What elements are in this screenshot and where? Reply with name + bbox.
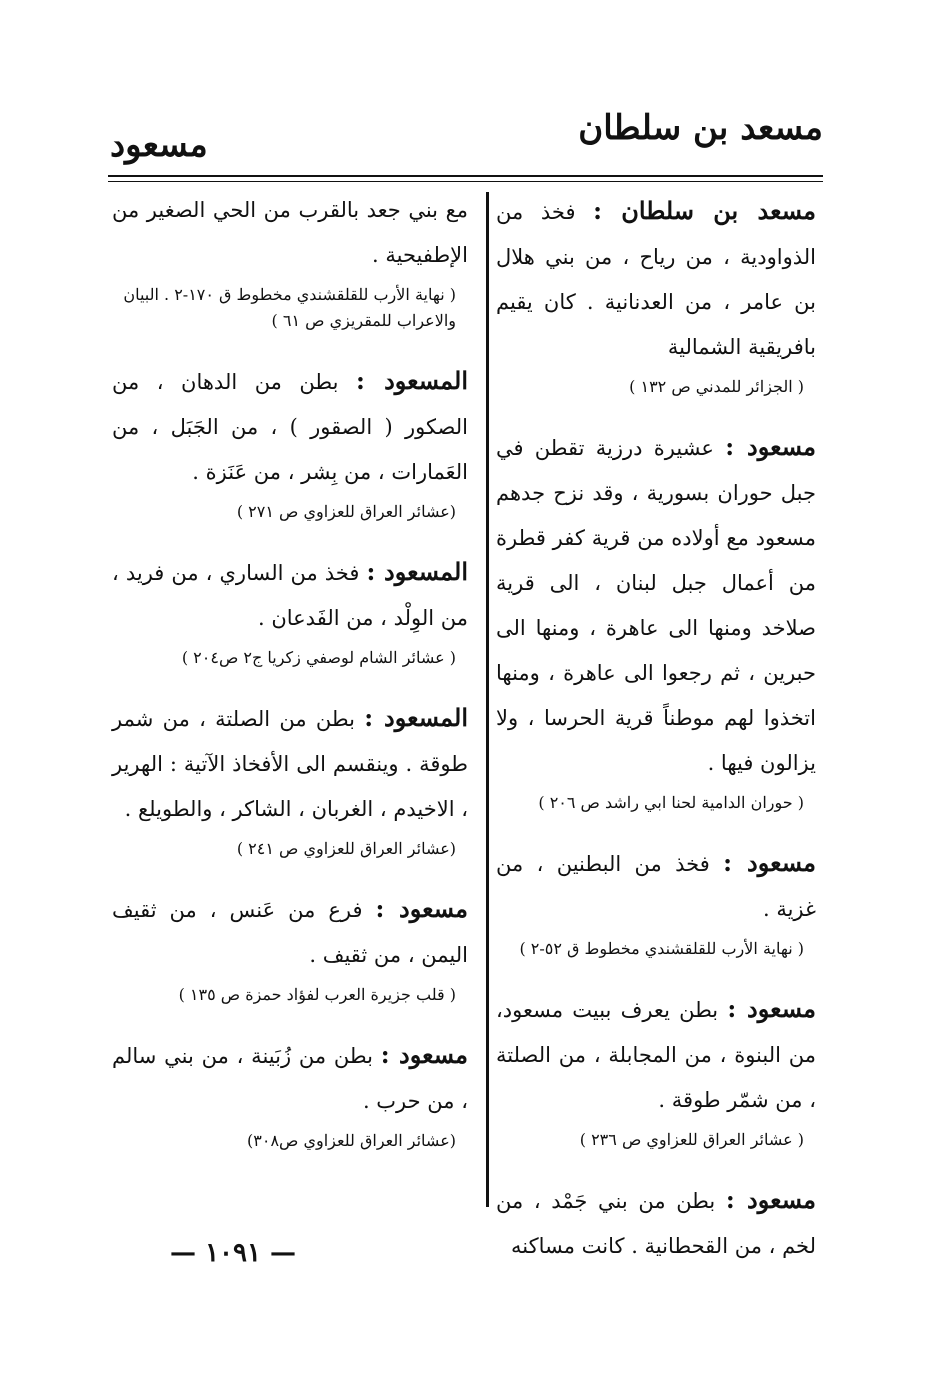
entry-headword: مسعود : [375, 894, 468, 923]
entry-headword: المسعود : [364, 703, 468, 732]
entry-text [112, 1032, 468, 1124]
entry-source: ( عشائر العراق للعزاوي ص ٢٣٦ ) [579, 1130, 804, 1149]
entry-text [496, 188, 816, 370]
entry-definition: بطن يعرف ببيت مسعود، من البنوة ، من المجابلة ، من الصلتة ، من شمّر طوقة . [496, 998, 816, 1112]
entry-definition: بطن من الصلتة ، من شمر طوقة . وينقسم الى الأفخاذ الآتية : الهرير ، الاخيدم ، الغربان ، الشاكر ، والطويلع . [112, 707, 468, 821]
entry-definition: بطن من زُبَينة ، من بني سالم ، من حرب . [112, 1044, 468, 1113]
entry-definition: مع بني جعد بالقرب من الحي الصغير من الإطفيحية . [112, 198, 468, 267]
entry-source: (عشائر العراق للعزاوي ص ٢٧١ ) [236, 502, 456, 521]
entry-headword: المسعود : [366, 557, 468, 586]
entry [496, 840, 816, 962]
entry-headword: مسعود : [725, 432, 816, 461]
entry-definition: فخذ من الساري ، من فريد ، من الوِلْد ، من الفَدعان . [112, 561, 468, 630]
entry-text [496, 986, 816, 1123]
entry-text [496, 1177, 816, 1269]
entry [496, 986, 816, 1153]
entry-text [496, 840, 816, 932]
entry-definition: بطن من الدهان ، من الصكور ( الصقور ) ، من الجَبَل ، من العَمارات ، من بِشر ، من عَنَزة . [112, 370, 468, 484]
entry-text [496, 424, 816, 786]
entry-source: ( نهاية الأرب للقلقشندي مخطوط ق ٥٢-٢ ) [519, 939, 804, 958]
entry [112, 886, 468, 1008]
entry-text [112, 188, 468, 278]
entry [112, 695, 468, 862]
entry-source: (عشائر العراق للعزاوي ص ٢٤١ ) [236, 839, 456, 858]
entry-text [112, 358, 468, 495]
entry-definition: عشيرة درزية تقطن في جبل حوران بسورية ، وقد نزح جدهم مسعود مع أولاده من قرية كفر قطرة من أعمال جبل لبنان ، الى قرية صلاخد ومنها الى عاهرة ، ومنها الى حبرين ، ثم رجعوا الى عاهرة ، ومنها اتخذوا لهم موطناً قرية الحرسا ، ولا يزالون فيها . [496, 436, 816, 775]
entry-headword: مسعد بن سلطان : [593, 196, 816, 225]
entry-text [112, 549, 468, 641]
right-column [486, 188, 824, 1293]
entry-headword: مسعود : [723, 848, 816, 877]
entry-definition: فرع من عَنس ، من ثقيف اليمن ، من ثقيف . [112, 898, 468, 967]
page-number: — ١٠٩١ — [170, 1238, 296, 1268]
entry [112, 1032, 468, 1154]
entry-definition: فخذ من الذواودية ، من رياح ، من بني هلال بن عامر ، من العدنانية . كان يقيم بافريقية الشمالية [496, 200, 816, 359]
entry [112, 188, 468, 334]
entry-headword: مسعود : [727, 994, 816, 1023]
entry-source: ( الجزائر للمدني ص ١٣٢ ) [629, 377, 804, 396]
entry-source: (عشائر العراق للعزاوي ص٣٠٨) [247, 1131, 456, 1150]
entry [496, 1177, 816, 1269]
entry-source: ( عشائر الشام لوصفي زكريا ج٢ ص٢٠٤ ) [181, 648, 456, 667]
entry-definition: بطن من بني جَمْد ، من لخم ، من القحطانية . كانت مساكنه [496, 1189, 816, 1258]
header-rule-thin [108, 181, 823, 182]
entry [496, 424, 816, 816]
entry-definition: فخذ من البطنين ، من غزية . [496, 852, 816, 921]
header-rule-thick [108, 175, 823, 177]
running-header-left: مسعود [110, 125, 208, 165]
entry-text [112, 886, 468, 978]
left-column [108, 188, 476, 1178]
entry-headword: مسعود : [380, 1040, 468, 1069]
entry-source: ( حوران الدامية لحنا ابي راشد ص ٢٠٦ ) [538, 793, 804, 812]
entry [112, 549, 468, 671]
entry-text [112, 695, 468, 832]
running-header-right: مسعد بن سلطان [578, 108, 823, 148]
entry [496, 188, 816, 400]
entry-source: ( نهاية الأرب للقلقشندي مخطوط ق ١٧٠-٢ . البيان والاعراب للمقريزي ص ٦١ ) [123, 285, 456, 330]
entry-headword: مسعود : [725, 1185, 816, 1214]
entry [112, 358, 468, 525]
entry-headword: المسعود : [356, 366, 468, 395]
entry-source: ( قلب جزيرة العرب لفؤاد حمزة ص ١٣٥ ) [178, 985, 456, 1004]
